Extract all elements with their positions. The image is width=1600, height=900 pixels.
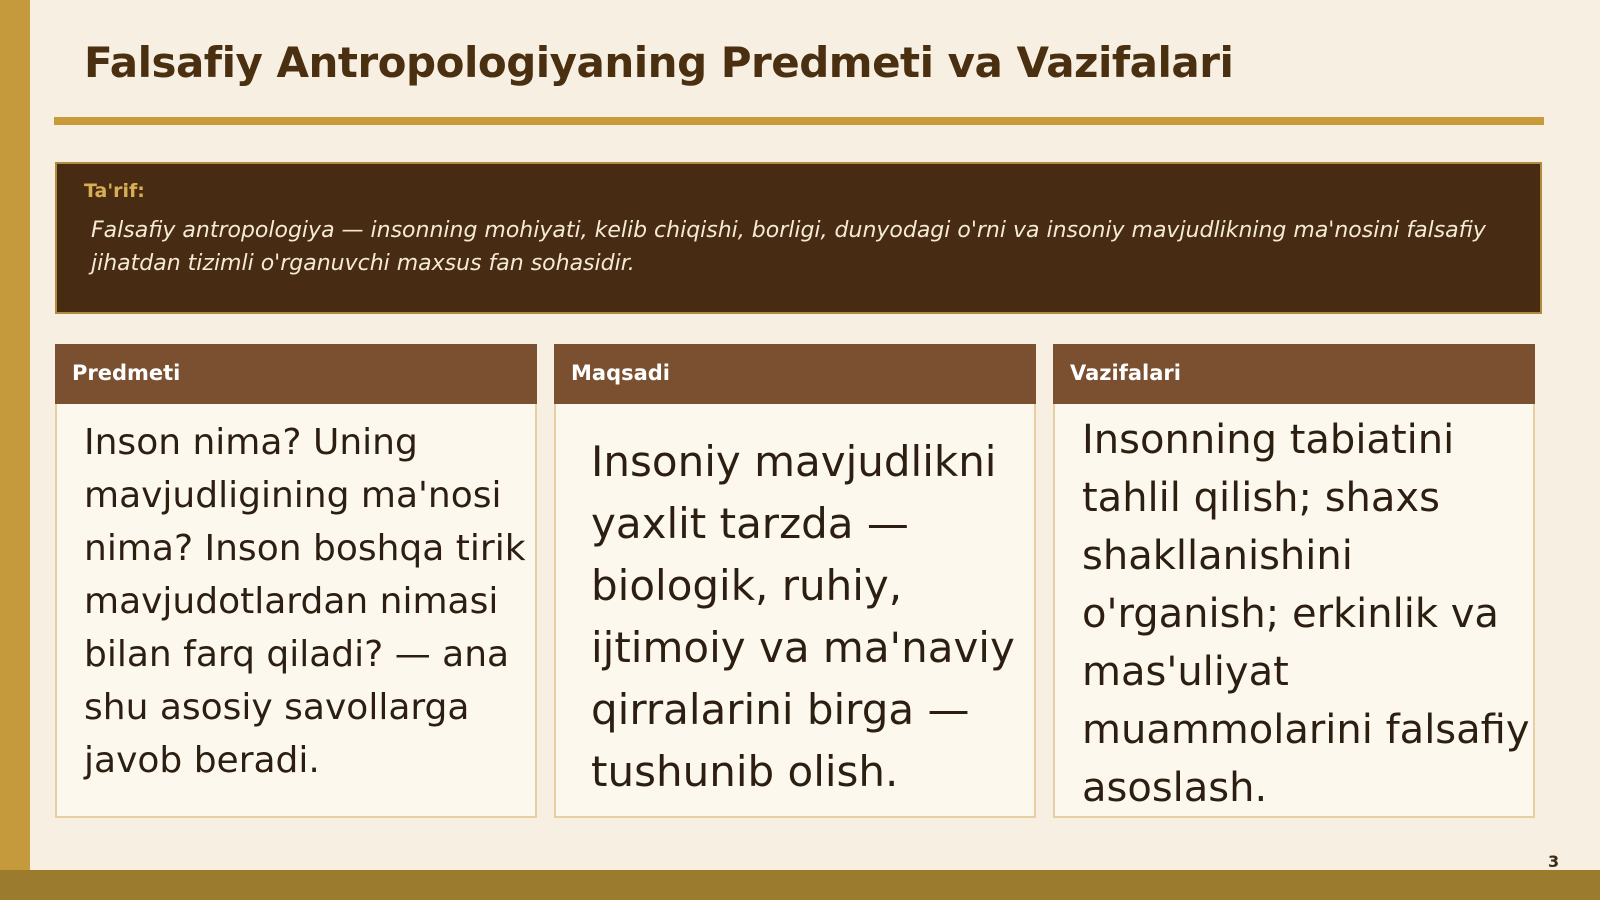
card-heading: Vazifalari xyxy=(1070,361,1181,385)
card-heading: Predmeti xyxy=(72,361,181,385)
card-body: Insoniy mavjudlikni yaxlit tarzda — biologik, ruhiy, ijtimoiy va ma'naviy qirralarini birga — tushunib olish. xyxy=(591,437,1015,796)
title-underline xyxy=(54,117,1544,125)
definition-label: Ta'rif: xyxy=(84,180,145,202)
definition-box xyxy=(55,162,1542,314)
card-header xyxy=(55,344,537,404)
card-vazifalari xyxy=(1053,344,1535,818)
card-heading: Maqsadi xyxy=(571,361,671,385)
slide-title: Falsafiy Antropologiyaning Predmeti va Vazifalari xyxy=(84,38,1234,87)
left-accent-bar xyxy=(0,0,30,900)
definition-text: Falsafiy antropologiya — insonning mohiyati, kelib chiqishi, borligi, dunyodagi o'rni va insoniy mavjudlikning ma'nosini falsafiy jihatdan tizimli o'rganuvchi maxsus fan sohasidir. xyxy=(91,218,1486,276)
card-header xyxy=(1053,344,1535,404)
bottom-accent-bar xyxy=(0,870,1600,900)
page-number: 3 xyxy=(1548,852,1560,871)
card-predmeti xyxy=(55,344,537,818)
card-maqsadi xyxy=(554,344,1036,818)
card-header xyxy=(554,344,1036,404)
card-body: Insonning tabiatini tahlil qilish; shaxs shakllanishini o'rganish; erkinlik va mas'uliyat muammolarini falsafiy asoslash. xyxy=(1082,417,1530,811)
card-body: Inson nima? Uning mavjudligining ma'nosi nima? Inson boshqa tirik mavjudotlardan nimasi bilan farq qiladi? — ana shu asosiy savollarga javob beradi. xyxy=(84,422,526,781)
